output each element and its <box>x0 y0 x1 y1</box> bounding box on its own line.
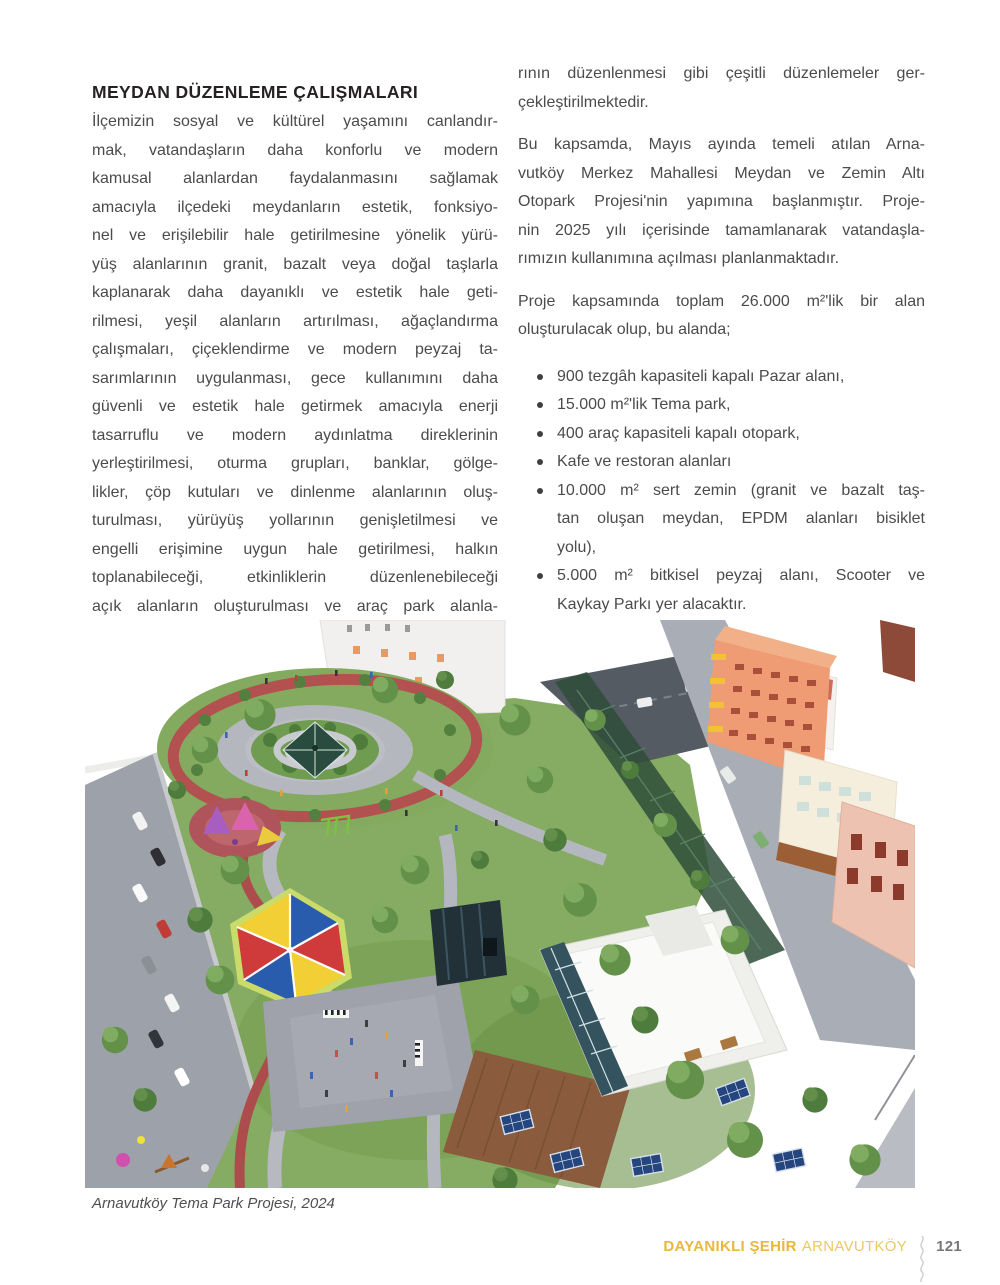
text-line: turulması, yürüyüş yollarının genişletilmesi ve <box>92 512 498 529</box>
paragraph <box>518 131 925 274</box>
text-line: 900 tezgâh kapasiteli kapalı Pazar alanı, <box>557 367 845 385</box>
text-line: Proje kapsamında toplam 26.000 m²'lik bir alan <box>518 292 925 310</box>
text-line: yolu), <box>557 538 597 556</box>
bullet-text <box>557 448 925 477</box>
bullet-dot <box>537 459 543 465</box>
footer-brand-light: ARNAVUTKÖY <box>801 1238 908 1255</box>
text-line: rının düzenlenmesi gibi çeşitli düzenlemeler ger- <box>518 65 925 82</box>
page-number: 121 <box>936 1238 962 1255</box>
text-line: kaplanarak daha dayanıklı ve estetik hale geti- <box>92 284 498 301</box>
left-text-column <box>92 108 498 621</box>
text-line: Kaykay Parkı yer alacaktır. <box>557 595 747 613</box>
text-line: güvenli ve estetik hale getirmek amacıyla enerji <box>92 398 498 415</box>
text-line: vutköy Merkez Mahallesi Meydan ve Zemin Altı <box>518 164 925 182</box>
bullet-dot <box>537 431 543 437</box>
text-line: sarımlarının uygulanması, gece kullanımını daha <box>92 369 498 387</box>
park-aerial-render <box>85 620 915 1188</box>
text-line: Kafe ve restoran alanları <box>557 453 732 470</box>
text-line: 5.000 m² bitkisel peyzaj alanı, Scooter ve <box>557 567 925 584</box>
text-line: Otopark Projesi'nin yapımına başlanmıştır. Proje- <box>518 193 925 210</box>
project-feature-list <box>518 363 925 620</box>
right-text-column <box>518 60 925 619</box>
text-line: 15.000 m²'lik Tema park, <box>557 396 731 413</box>
text-line: İlçemizin sosyal ve kültürel yaşamını canlandır- <box>92 113 498 130</box>
glass-kiosk <box>430 900 507 986</box>
bullet-text <box>557 477 925 563</box>
bullet-item <box>518 363 925 392</box>
text-line: engelli erişimine uygun hale getirilmesi, halkın <box>92 540 498 558</box>
bullet-text <box>557 391 925 420</box>
text-line: çekleştirilmektedir. <box>518 93 649 111</box>
text-line: tasarruflu ve modern aydınlatma direklerinin <box>92 426 498 444</box>
text-line: nin 2025 yılı içerisinde tamamlanarak vatandaşla- <box>518 221 925 239</box>
bullet-dot <box>537 402 543 408</box>
text-line: çalışmaları, çiçeklendirme ve modern peyzaj ta- <box>92 341 498 358</box>
bullet-item <box>518 477 925 563</box>
bullet-item <box>518 562 925 619</box>
bullet-dot <box>537 374 543 380</box>
image-caption: Arnavutköy Tema Park Projesi, 2024 <box>92 1195 335 1212</box>
text-line: nel ve erişilebilir hale getirilmesine yönelik yürü- <box>92 227 498 244</box>
footer-divider-squiggle <box>917 1236 927 1282</box>
park-render-illustration <box>85 620 915 1188</box>
text-line: kamusal alanlardan faydalanmasını sağlamak <box>92 170 498 187</box>
text-line: tan oluşan meydan, EPDM alanları bisiklet <box>557 510 925 527</box>
text-line: toplanabileceği, etkinliklerin düzenlenebileceği <box>92 569 498 586</box>
page-footer <box>663 1238 962 1282</box>
text-line: 10.000 m² sert zemin (granit ve bazalt taş- <box>557 481 925 499</box>
bullet-text <box>557 363 925 392</box>
paragraph <box>518 60 925 117</box>
bullet-text <box>557 420 925 449</box>
text-line: rımızın kullanımına açılması planlanmaktadır. <box>518 250 840 267</box>
bullet-item <box>518 391 925 420</box>
text-line: amacıyla ilçedeki meydanların estetik, fonksiyo- <box>92 198 498 216</box>
text-line: yüş alanlarının granit, bazalt veya doğal taşlarla <box>92 255 498 273</box>
text-line: yerleştirilmesi, oturma grupları, banklar, gölge- <box>92 455 498 472</box>
page-title: MEYDAN DÜZENLEME ÇALIŞMALARI <box>92 81 419 102</box>
text-line: Bu kapsamda, Mayıs ayında temeli atılan Arna- <box>518 136 925 153</box>
bullet-text <box>557 562 925 619</box>
footer-brand-bold: DAYANIKLI ŞEHİR <box>663 1238 797 1255</box>
paragraph <box>518 288 925 345</box>
text-line: oluşturulacak olup, bu alanda; <box>518 321 731 338</box>
text-line: mak, vatandaşların daha konforlu ve modern <box>92 141 498 159</box>
text-line: 400 araç kapasiteli kapalı otopark, <box>557 424 800 442</box>
bullet-item <box>518 420 925 449</box>
bullet-dot <box>537 573 543 579</box>
bullet-dot <box>537 488 543 494</box>
text-line: rilmesi, yeşil alanların artırılması, ağaçlandırma <box>92 312 498 330</box>
bullet-item <box>518 448 925 477</box>
text-line: likler, çöp kutuları ve dinlenme alanlarının oluş- <box>92 483 498 501</box>
text-line: açık alanların oluşturulması ve araç park alanla- <box>92 597 498 615</box>
